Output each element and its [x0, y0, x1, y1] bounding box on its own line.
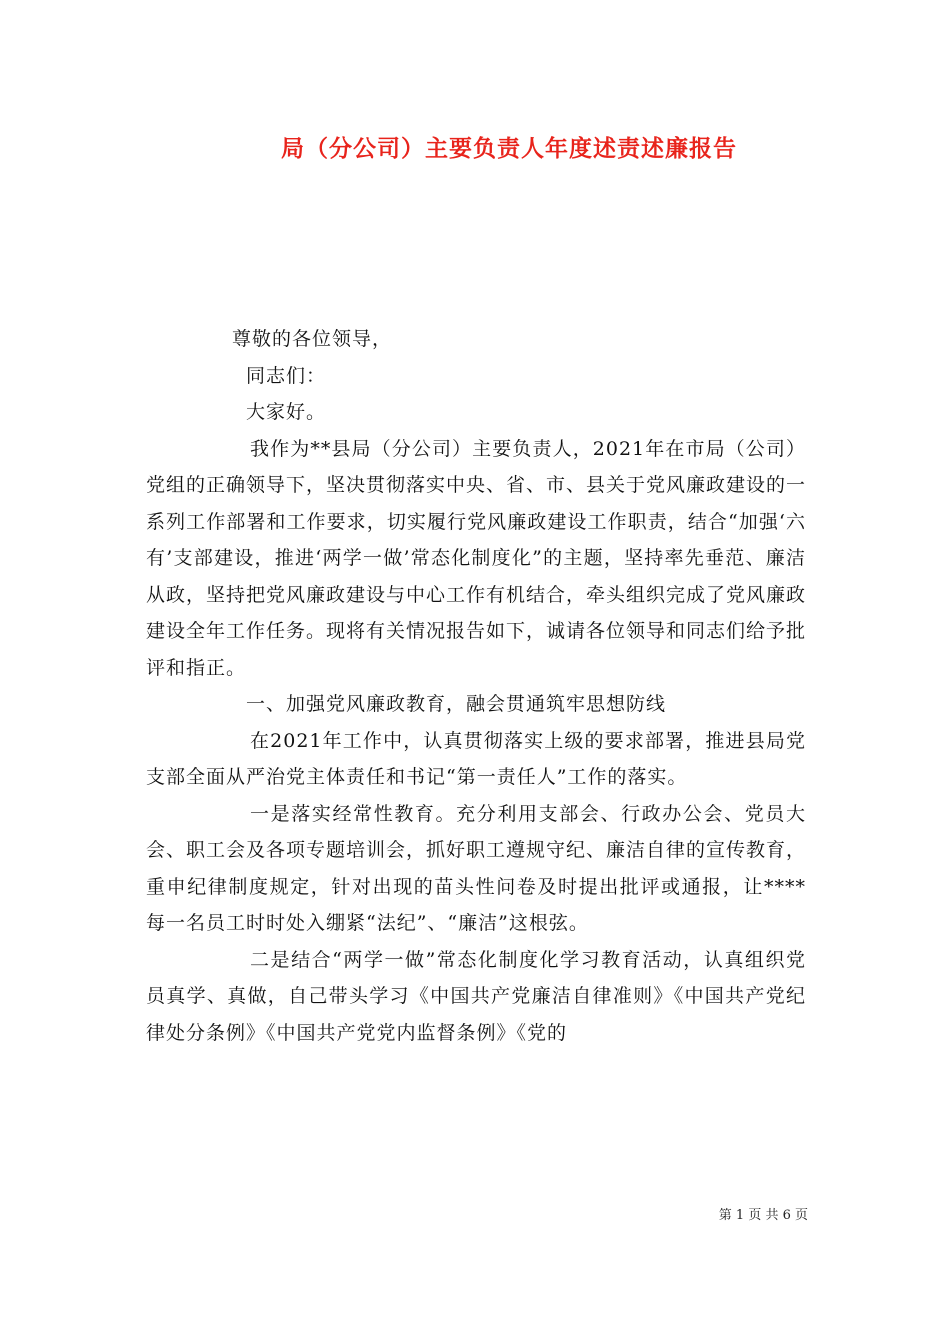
paragraph: 二是结合“两学一做”常态化制度化学习教育活动，认真组织党员真学、真做，自己带头学习《中国共产党廉洁自律准则》《中国共产党纪律处分条例》《中国共产党党内监督条例》《党的 — [146, 948, 806, 1044]
page-number: 第 1 页 共 6 页 — [718, 1208, 808, 1223]
greeting: 大家好。 — [246, 401, 327, 423]
section-heading: 一、加强党风廉政教育，融会贯通筑牢思想防线 — [246, 693, 667, 715]
salutation: 尊敬的各位领导， — [232, 328, 393, 350]
salutation-comrades: 同志们： — [246, 364, 327, 387]
paragraph: 一是落实经常性教育。充分利用支部会、行政办公会、党员大会、职工会及各项专题培训会，抓好职工遵规守纪、廉洁自律的宣传教育，重申纪律制度规定，针对出现的苗头性问卷及时提出批评或通报，让****每一名员工时时处入绷紧“法纪”、“廉洁”这根弦。 — [146, 802, 807, 934]
document-title: 局（分公司）主要负责人年度述责述廉报告 — [281, 135, 737, 162]
document-body — [146, 321, 806, 1051]
paragraph-intro: 我作为**县局（分公司）主要负责人，2021年在市局（公司）党组的正确领导下，坚决贯彻落实中央、省、市、县关于党风廉政建设的一系列工作部署和工作要求，切实履行党风廉政建设工作职责，结合“加强‘六有’支部建设，推进‘两学一做’常态化制度化”的主题，坚持率先垂范、廉洁从政，坚持把党风廉政建设与中心工作有机结合，牵头组织完成了党风廉政建设全年工作任务。现将有关情况报告如下，诚请各位领导和同志们给予批评和指正。 — [146, 437, 807, 679]
paragraph: 在2021年工作中，认真贯彻落实上级的要求部署，推进县局党支部全面从严治党主体责任和书记“第一责任人”工作的落实。 — [146, 729, 806, 788]
